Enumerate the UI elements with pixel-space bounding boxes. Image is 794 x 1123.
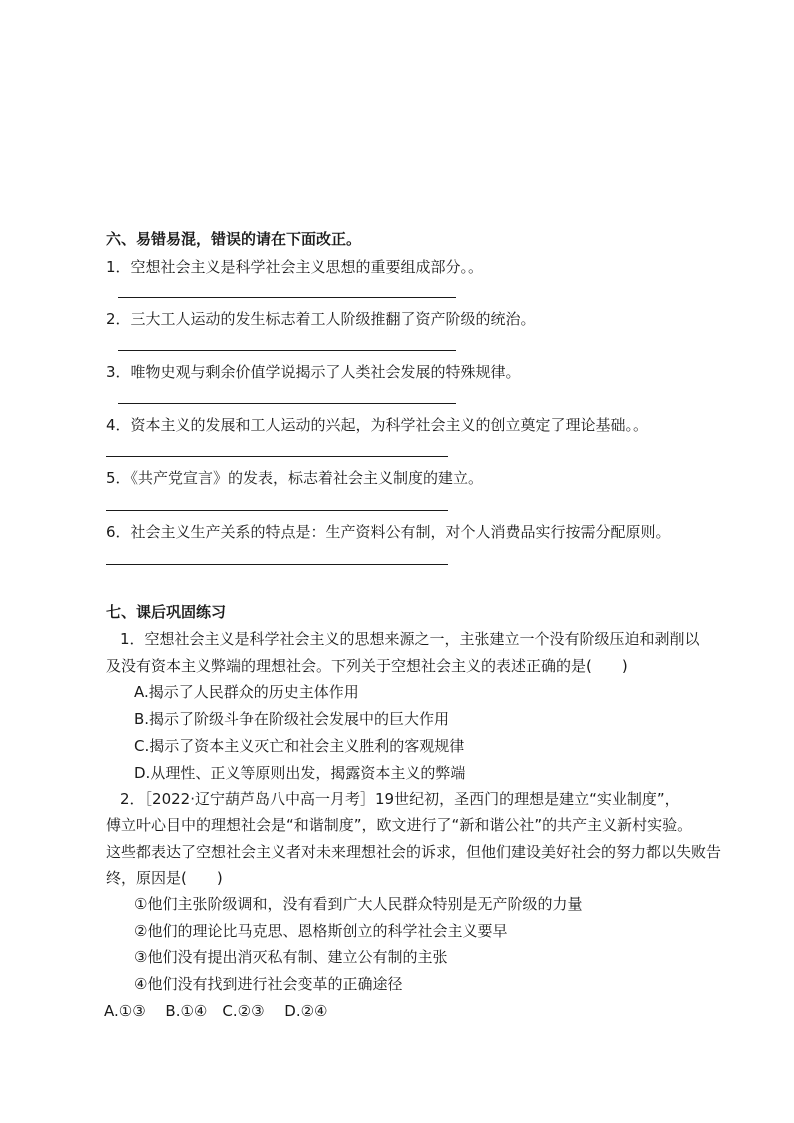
error-item-2: 2．三大工人运动的发生标志着工人阶级推翻了资产阶级的统治。 — [106, 310, 536, 328]
correction-line-2[interactable] — [118, 350, 456, 351]
correction-line-1[interactable] — [118, 297, 456, 298]
section-7-title: 七、课后巩固练习 — [106, 603, 227, 621]
q1-option-a: A.揭示了人民群众的历史主体作用 — [134, 683, 359, 701]
q1-stem-line-2: 及没有资本主义弊端的理想社会。下列关于空想社会主义的表述正确的是( ) — [106, 657, 628, 675]
section-6-title: 六、易错易混，错误的请在下面改正。 — [106, 230, 362, 248]
q2-stem-line-3: 这些都表达了空想社会主义者对未来理想社会的诉求，但他们建设美好社会的努力都以失败告 — [106, 843, 722, 861]
q2-options: A.①③ B.①④ C.②③ D.②④ — [104, 1002, 328, 1020]
correction-line-3[interactable] — [118, 403, 456, 404]
q2-stem-line-1: 2．［2022·辽宁葫芦岛八中高一月考］19世纪初，圣西门的理想是建立“实业制度”， — [120, 790, 680, 808]
error-item-3: 3．唯物史观与剩余价值学说揭示了人类社会发展的特殊规律。 — [106, 363, 521, 381]
correction-line-6[interactable] — [106, 564, 448, 565]
q1-stem-line-1: 1．空想社会主义是科学社会主义的思想来源之一，主张建立一个没有阶级压迫和剥削以 — [120, 630, 700, 648]
error-item-1: 1．空想社会主义是科学社会主义思想的重要组成部分。。 — [106, 258, 484, 276]
error-item-4: 4．资本主义的发展和工人运动的兴起，为科学社会主义的创立奠定了理论基础。。 — [106, 416, 649, 434]
correction-line-4[interactable] — [106, 456, 448, 457]
q1-option-b: B.揭示了阶级斗争在阶级社会发展中的巨大作用 — [134, 710, 450, 728]
q2-statement-1: ①他们主张阶级调和，没有看到广大人民群众特别是无产阶级的力量 — [134, 895, 583, 913]
error-item-6: 6．社会主义生产关系的特点是：生产资料公有制，对个人消费品实行按需分配原则。 — [106, 523, 671, 541]
error-item-5: 5．《共产党宣言》的发表，标志着社会主义制度的建立。 — [106, 469, 484, 487]
correction-line-5[interactable] — [106, 510, 448, 511]
q2-statement-3: ③他们没有提出消灭私有制、建立公有制的主张 — [134, 948, 448, 966]
q1-option-c: C.揭示了资本主义灭亡和社会主义胜利的客观规律 — [134, 737, 465, 755]
q2-statement-2: ②他们的理论比马克思、恩格斯创立的科学社会主义要早 — [134, 922, 508, 940]
q2-stem-line-2: 傅立叶心目中的理想社会是“和谐制度”，欧文进行了“新和谐公社”的共产主义新村实验。 — [106, 816, 693, 834]
q2-statement-4: ④他们没有找到进行社会变革的正确途径 — [134, 975, 403, 993]
q1-option-d: D.从理性、正义等原则出发，揭露资本主义的弊端 — [134, 764, 466, 782]
q2-stem-line-4: 终，原因是( ) — [106, 869, 223, 887]
